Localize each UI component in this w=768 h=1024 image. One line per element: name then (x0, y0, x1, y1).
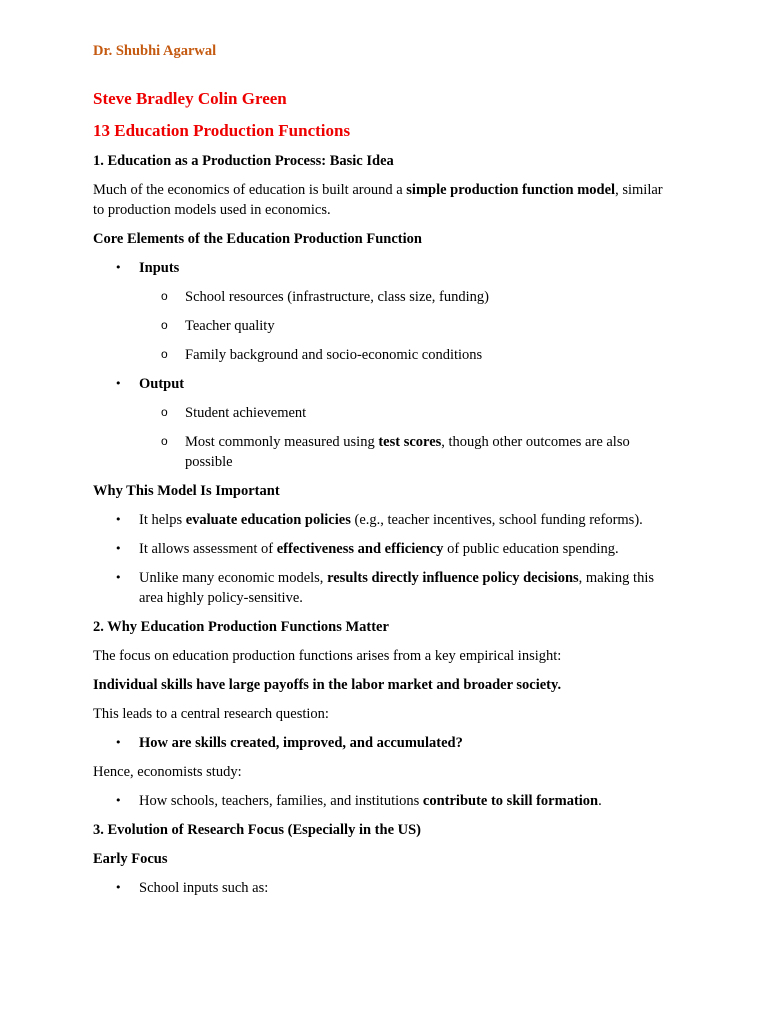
list-item (93, 374, 673, 472)
insight-bold: Individual skills have large payoffs in the labor market and broader society. (93, 677, 562, 693)
item-text-end: , making this area highly policy-sensitive. (139, 570, 654, 606)
section3-heading: 3. Evolution of Research Focus (Especially in the US) (93, 822, 421, 838)
item-text: School inputs such as: (139, 880, 269, 896)
item-bold: evaluate education policies (185, 512, 351, 528)
list-item (139, 287, 673, 307)
question-list (93, 733, 673, 753)
sub-bullet-icon: o (161, 289, 168, 303)
output-item-text: Most commonly measured using (185, 434, 379, 450)
inputs-sublist (139, 287, 673, 365)
item-text-end: (e.g., teacher incentives, school funding reforms). (350, 512, 643, 528)
list-item (93, 733, 673, 753)
section2-leads: This leads to a central research question: (93, 706, 329, 722)
item-text-end: . (598, 793, 602, 809)
output-item: Student achievement (185, 405, 307, 421)
item-text: How schools, teachers, families, and institutions (139, 793, 423, 809)
bullet-icon: • (115, 542, 122, 555)
bullet-icon: • (115, 881, 122, 894)
book-authors: Steve Bradley Colin Green (93, 89, 287, 108)
output-sublist (139, 403, 673, 472)
list-item (93, 539, 673, 559)
section2-heading: 2. Why Education Production Functions Matter (93, 619, 389, 635)
bullet-icon: • (115, 377, 122, 390)
section2-insight (93, 675, 673, 695)
list-item (139, 403, 673, 423)
item-text-end: of public education spending. (443, 541, 619, 557)
list-item (139, 316, 673, 336)
input-item: School resources (infrastructure, class size, funding) (185, 289, 489, 305)
sub-bullet-icon: o (161, 405, 168, 419)
author-name: Dr. Shubhi Agarwal (93, 43, 217, 59)
bullet-icon: • (115, 261, 122, 274)
list-item (93, 791, 673, 811)
item-bold: results directly influence policy decisions (327, 570, 579, 586)
input-item: Teacher quality (185, 318, 275, 334)
list-item (93, 510, 673, 530)
chapter-title: 13 Education Production Functions (93, 121, 351, 140)
bullet-icon: • (115, 513, 122, 526)
section2-intro: The focus on education production functions arises from a key empirical insight: (93, 648, 562, 664)
early-focus-list (93, 878, 673, 898)
sub-bullet-icon: o (161, 434, 168, 448)
input-item: Family background and socio-economic conditions (185, 347, 483, 363)
list-item (139, 345, 673, 365)
document-page (93, 40, 673, 907)
bullet-icon: • (115, 571, 122, 584)
inputs-label: Inputs (139, 260, 180, 276)
sub-bullet-icon: o (161, 347, 168, 361)
research-question: How are skills created, improved, and accumulated? (139, 735, 463, 751)
list-item (139, 432, 673, 472)
intro-text: Much of the economics of education is built around a (93, 182, 407, 198)
item-text: Unlike many economic models, (139, 570, 328, 586)
item-bold: contribute to skill formation (422, 793, 599, 809)
section1-intro (93, 180, 673, 220)
why-important-heading: Why This Model Is Important (93, 483, 280, 499)
study-list (93, 791, 673, 811)
output-item-text-end: , though other outcomes are also possible (185, 434, 630, 470)
why-important-list (93, 510, 673, 608)
intro-bold-text: simple production function model (406, 182, 616, 198)
intro-text-end: , similar to production models used in economics. (93, 182, 663, 218)
core-elements-heading: Core Elements of the Education Production Function (93, 231, 422, 247)
output-item-bold: test scores (378, 434, 442, 450)
section1-heading: 1. Education as a Production Process: Basic Idea (93, 153, 394, 169)
core-elements-list (93, 258, 673, 472)
early-focus-heading: Early Focus (93, 851, 168, 867)
item-bold: effectiveness and efficiency (276, 541, 444, 557)
item-text: It allows assessment of (139, 541, 277, 557)
item-text: It helps (139, 512, 186, 528)
list-item (93, 258, 673, 365)
list-item (93, 878, 673, 898)
bullet-icon: • (115, 736, 122, 749)
output-label: Output (139, 376, 185, 392)
sub-bullet-icon: o (161, 318, 168, 332)
list-item (93, 568, 673, 608)
bullet-icon: • (115, 794, 122, 807)
section2-hence: Hence, economists study: (93, 764, 242, 780)
